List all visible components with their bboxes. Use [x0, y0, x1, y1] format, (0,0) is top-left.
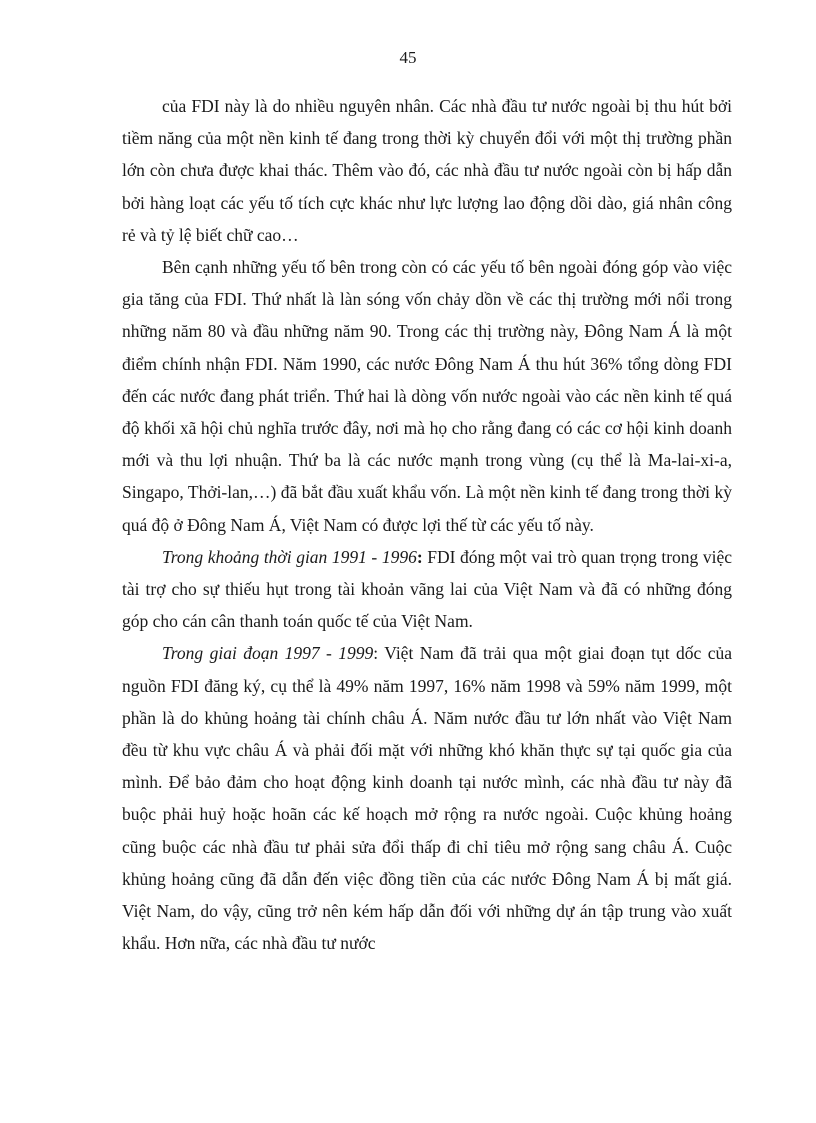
paragraph-1991-1996: [122, 541, 732, 638]
period-heading: Trong giai đoạn 1997 - 1999: [162, 643, 374, 664]
paragraph-external-factors: [122, 251, 732, 541]
document-body: [122, 90, 732, 959]
paragraph-text: Việt Nam đã trải qua một giai đoạn tụt dốc của nguồn FDI đăng ký, cụ thể là 49% năm 1997, 16% năm 1998 và 59% năm 1999, một phần là do khủng hoảng tài chính châu Á. Năm nước đầu tư lớn nhất vào Việt Nam đều từ khu vực châu Á và phải đối mặt với những khó khăn thực sự tại quốc gia của mình. Để bảo đảm cho hoạt động kinh doanh tại nước mình, các nhà đầu tư này đã buộc phải huỷ hoặc hoãn các kế hoạch mở rộng ra nước ngoài. Cuộc khủng hoảng cũng buộc các nhà đầu tư phải sửa đổi thấp đi chỉ tiêu mở rộng sang châu Á. Cuộc khủng hoảng cũng đã dẫn đến việc đồng tiền của các nước Đông Nam Á bị mất giá. Việt Nam, do vậy, cũng trở nên kém hấp dẫn đối với những dự án tập trung vào xuất khẩu. Hơn nữa, các nhà đầu tư nước: [122, 643, 732, 954]
period-heading-colon: :: [373, 643, 379, 664]
paragraph-1997-1999: [122, 637, 732, 959]
period-heading-colon: :: [416, 546, 423, 567]
paragraph-text: FDI đóng một vai trò quan trọng trong việc tài trợ cho sự thiếu hụt trong tài khoản vãng lai của Việt Nam và đã có những đóng góp cho cán cân thanh toán quốc tế của Việt Nam.: [122, 546, 732, 632]
paragraph-text: của FDI này là do nhiều nguyên nhân. Các nhà đầu tư nước ngoài bị thu hút bởi tiềm năng của một nền kinh tế đang trong thời kỳ chuyển đổi với một thị trường phần lớn còn chưa được khai thác. Thêm vào đó, các nhà đầu tư nước ngoài còn bị hấp dẫn bởi hàng loạt các yếu tố tích cực khác như lực lượng lao động dồi dào, giá nhân công rẻ và tỷ lệ biết chữ cao…: [122, 96, 732, 245]
page-number: 45: [399, 48, 417, 67]
paragraph-text: Bên cạnh những yếu tố bên trong còn có các yếu tố bên ngoài đóng góp vào việc gia tăng của FDI. Thứ nhất là làn sóng vốn chảy dồn về các thị trường mới nổi trong những năm 80 và đầu những năm 90. Trong các thị trường này, Đông Nam Á là một điểm chính nhận FDI. Năm 1990, các nước Đông Nam Á thu hút 36% tổng dòng FDI đến các nước đang phát triển. Thứ hai là dòng vốn nước ngoài vào các nền kinh tế quá độ khối xã hội chủ nghĩa trước đây, nơi mà họ cho rằng đang có các cơ hội kinh doanh mới và thu lợi nhuận. Thứ ba là các nước mạnh trong vùng (cụ thể là Ma-lai-xi-a, Singapo, Thởi-lan,…) đã bắt đầu xuất khẩu vốn. Là một nền kinh tế đang trong thời kỳ quá độ ở Đông Nam Á, Việt Nam có được lợi thế từ các yếu tố này.: [122, 257, 732, 535]
paragraph-fdi-causes: [122, 90, 732, 251]
period-heading: Trong khoảng thời gian 1991 - 1996: [162, 546, 417, 567]
